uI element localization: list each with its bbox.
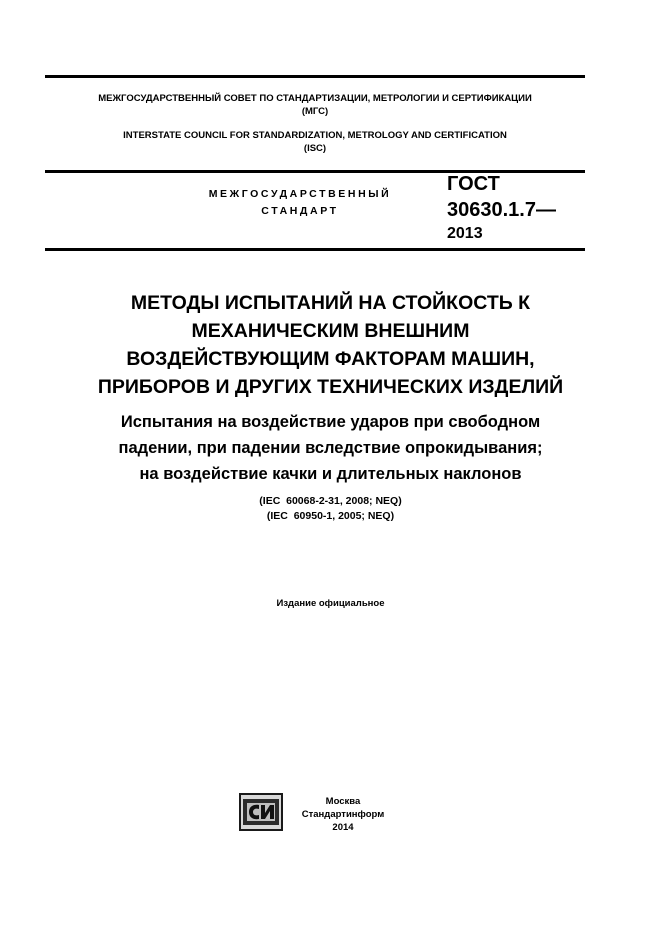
council-ru-abbrev: (МГС) xyxy=(301,106,329,117)
title-line: МЕХАНИЧЕСКИМ ВНЕШНИМ xyxy=(191,320,470,342)
reference-iec-60068: (IEC 60068-2-31, 2008; NEQ) xyxy=(259,495,402,507)
title-line: ВОЗДЕЙСТВУЮЩИМ ФАКТОРАМ МАШИН, xyxy=(126,348,535,370)
standard-type xyxy=(180,186,420,220)
title-line: МЕТОДЫ ИСПЫТАНИЙ НА СТОЙКОСТЬ К xyxy=(130,292,531,314)
gost-number: 30630.1.7— xyxy=(447,199,556,221)
document-title xyxy=(40,289,621,401)
council-name-ru xyxy=(45,92,585,118)
gost-designation xyxy=(447,172,587,244)
top-rule xyxy=(45,75,585,78)
gost-year: 2013 xyxy=(447,225,483,242)
council-en-line1: INTERSTATE COUNCIL FOR STANDARDIZATION, METROLOGY AND CERTIFICATION xyxy=(123,130,507,141)
international-references xyxy=(150,494,511,524)
publisher-block xyxy=(293,795,393,834)
publisher-year: 2014 xyxy=(332,822,354,833)
subtitle-line: падении, при падении вследствие опрокидывания; xyxy=(118,439,543,457)
official-edition-label: Издание официальное xyxy=(276,598,385,609)
publisher-city: Москва xyxy=(325,796,361,807)
document-subtitle xyxy=(40,409,621,487)
council-ru-line1: МЕЖГОСУДАРСТВЕННЫЙ СОВЕТ ПО СТАНДАРТИЗАЦИИ, МЕТРОЛОГИИ И СЕРТИФИКАЦИИ xyxy=(98,93,532,104)
bottom-rule xyxy=(45,248,585,251)
standartinform-logo-icon xyxy=(239,793,283,831)
gost-label: ГОСТ xyxy=(447,173,500,195)
standard-type-line2: СТАНДАРТ xyxy=(261,205,339,217)
council-name-en xyxy=(45,129,585,155)
subtitle-line: Испытания на воздействие ударов при свободном xyxy=(120,413,541,431)
title-line: ПРИБОРОВ И ДРУГИХ ТЕХНИЧЕСКИХ ИЗДЕЛИЙ xyxy=(97,376,564,398)
standard-type-line1: МЕЖГОСУДАРСТВЕННЫЙ xyxy=(208,188,392,200)
council-en-abbrev: (ISC) xyxy=(303,143,327,154)
subtitle-line: на воздействие качки и длительных наклонов xyxy=(139,465,522,483)
reference-iec-60950: (IEC 60950-1, 2005; NEQ) xyxy=(266,510,395,522)
publisher-name: Стандартинформ xyxy=(301,809,385,820)
